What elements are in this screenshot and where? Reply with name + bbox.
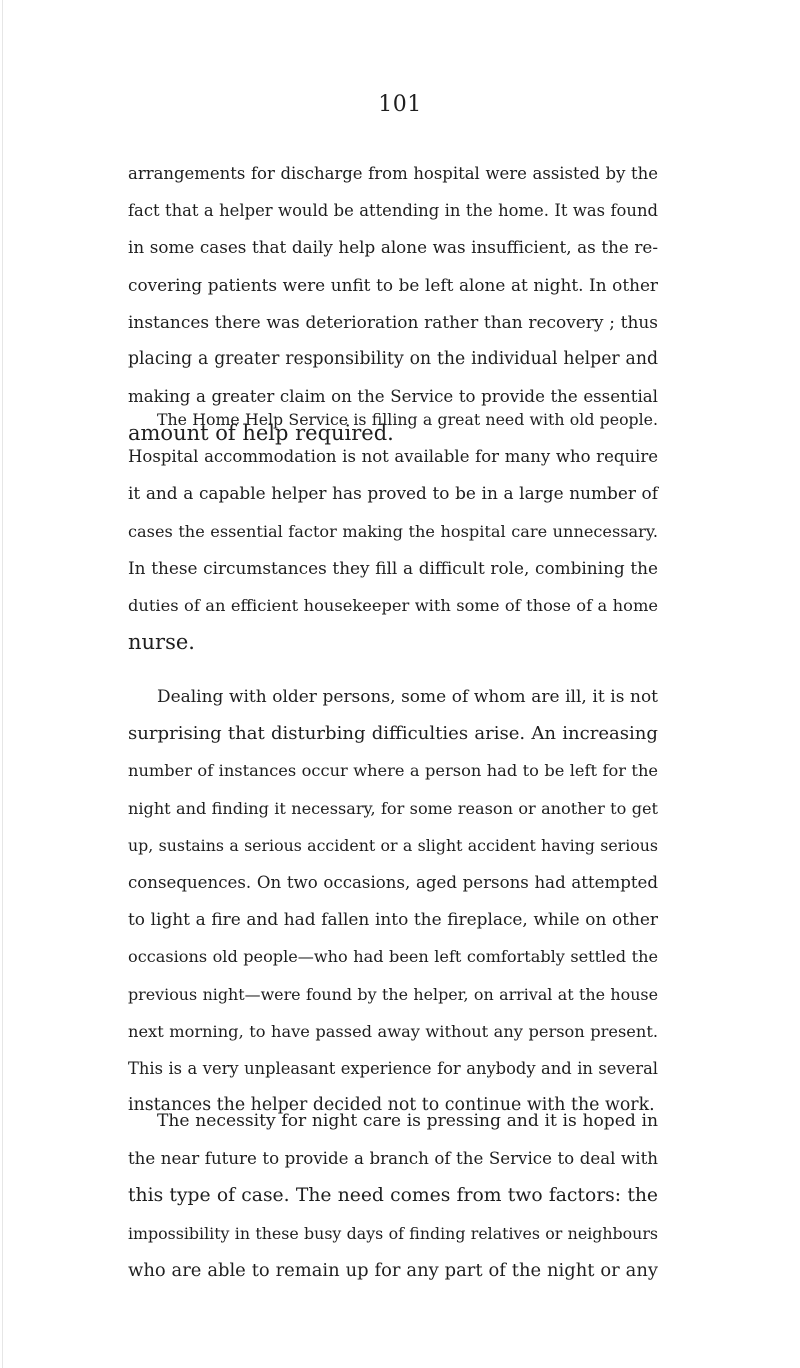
text-line: duties of an efficient housekeeper with some of those of a home <box>128 595 658 615</box>
page-number: 101 <box>378 92 422 117</box>
text-line: occasions old people—who had been left comfortably settled the <box>128 947 658 967</box>
text-line: Dealing with older persons, some of whom are ill, it is not <box>157 686 658 706</box>
text-line: In these circumstances they fill a difficult role, combining the <box>128 557 658 578</box>
text-line: in some cases that daily help alone was insufficient, as the re- <box>128 237 658 258</box>
text-line: making a greater claim on the Service to provide the essential <box>128 387 658 407</box>
text-line: consequences. On two occasions, aged persons had attempted <box>128 872 658 892</box>
text-line: number of instances occur where a person had to be left for the <box>128 761 658 781</box>
text-line: instances the helper decided not to continue with the work. <box>128 1095 655 1116</box>
text-line: the near future to provide a branch of the Service to deal with <box>128 1149 658 1169</box>
text-line: it and a capable helper has proved to be in a large number of <box>128 483 658 504</box>
text-line: Hospital accommodation is not available for many who require <box>128 447 658 467</box>
text-line: up, sustains a serious accident or a slight accident having serious <box>128 835 658 855</box>
text-line: This is a very unpleasant experience for anybody and in several <box>128 1058 658 1078</box>
paragraph-3 <box>128 678 658 1124</box>
text-line: fact that a helper would be attending in the home. It was found <box>128 201 658 221</box>
text-line: surprising that disturbing difficulties arise. An increasing <box>128 723 658 745</box>
paragraph-4 <box>128 1103 658 1289</box>
paragraph-2 <box>128 401 658 661</box>
text-line: nurse. <box>128 630 195 655</box>
text-line: arrangements for discharge from hospital were assisted by the <box>128 164 658 183</box>
text-line: next morning, to have passed away without any person present. <box>128 1021 658 1041</box>
text-line: placing a greater responsibility on the individual helper and <box>128 348 658 369</box>
text-line: to light a fire and had fallen into the fireplace, while on other <box>128 909 658 930</box>
text-line: cases the essential factor making the hospital care unnecessary. <box>128 521 658 541</box>
text-line: who are able to remain up for any part of the night or any <box>128 1259 658 1281</box>
text-line: The Home Help Service is filling a great need with old people. <box>157 410 658 429</box>
text-line: impossibility in these busy days of finding relatives or neighbours <box>128 1223 658 1243</box>
text-line: this type of case. The need comes from two factors: the <box>128 1185 658 1207</box>
text-line: instances there was deterioration rather than recovery ; thus <box>128 311 658 332</box>
text-line: night and finding it necessary, for some reason or another to get <box>128 798 658 818</box>
page-binding-edge <box>2 0 3 1368</box>
text-line: previous night—were found by the helper, on arrival at the house <box>128 984 658 1004</box>
text-line: amount of help required. <box>128 421 394 446</box>
text-line: covering patients were unfit to be left alone at night. In other <box>128 274 658 295</box>
text-line: The necessity for night care is pressing and it is hoped in <box>157 1111 658 1131</box>
